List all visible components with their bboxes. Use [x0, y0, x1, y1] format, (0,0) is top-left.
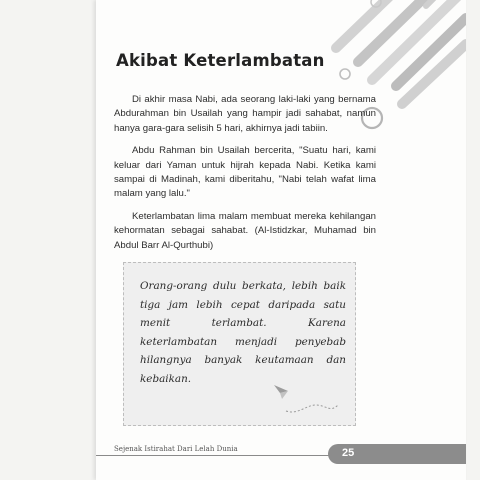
quote-note-box — [123, 262, 356, 426]
page-number-badge — [328, 444, 466, 464]
page-title: Akibat Keterlambatan — [116, 51, 325, 70]
book-page — [96, 0, 466, 480]
article-body — [114, 93, 376, 261]
footer-book-title: Sejenak Istirahat Dari Lelah Dunia — [114, 445, 244, 453]
paper-plane-icon — [272, 381, 348, 417]
page-number: 25 — [342, 447, 355, 459]
paragraph-3: Keterlambatan lima malam membuat mereka kehilangan kehormatan sebagai sahabat. (Al-Istidzkar, Muhamad bin Abdul Barr Al-Qurthubi) — [114, 210, 376, 251]
paragraph-2: Abdu Rahman bin Usailah bercerita, "Suatu hari, kami keluar dari Yaman untuk hijrah kepada Nabi. Ketika kami sampai di Madinah, kami diberitahu, "Nabi telah wafat lima malam yang lalu." — [114, 145, 376, 200]
paragraph-1: Di akhir masa Nabi, ada seorang laki-laki yang bernama Abdurahman bin Usailah yang hampir jadi sahabat, namun hanya gara-gara selisih 5 hari, akhirnya jadi tabiin. — [114, 94, 376, 134]
quote-text: Orang-orang dulu berkata, lebih baik tiga jam lebih cepat daripada satu menit terlambat. Karena keterlambatan menjadi penyebab hilangnya banyak keutamaan dan kebaikan. — [140, 280, 346, 385]
page-footer — [96, 444, 466, 464]
footer-rule — [96, 455, 336, 456]
